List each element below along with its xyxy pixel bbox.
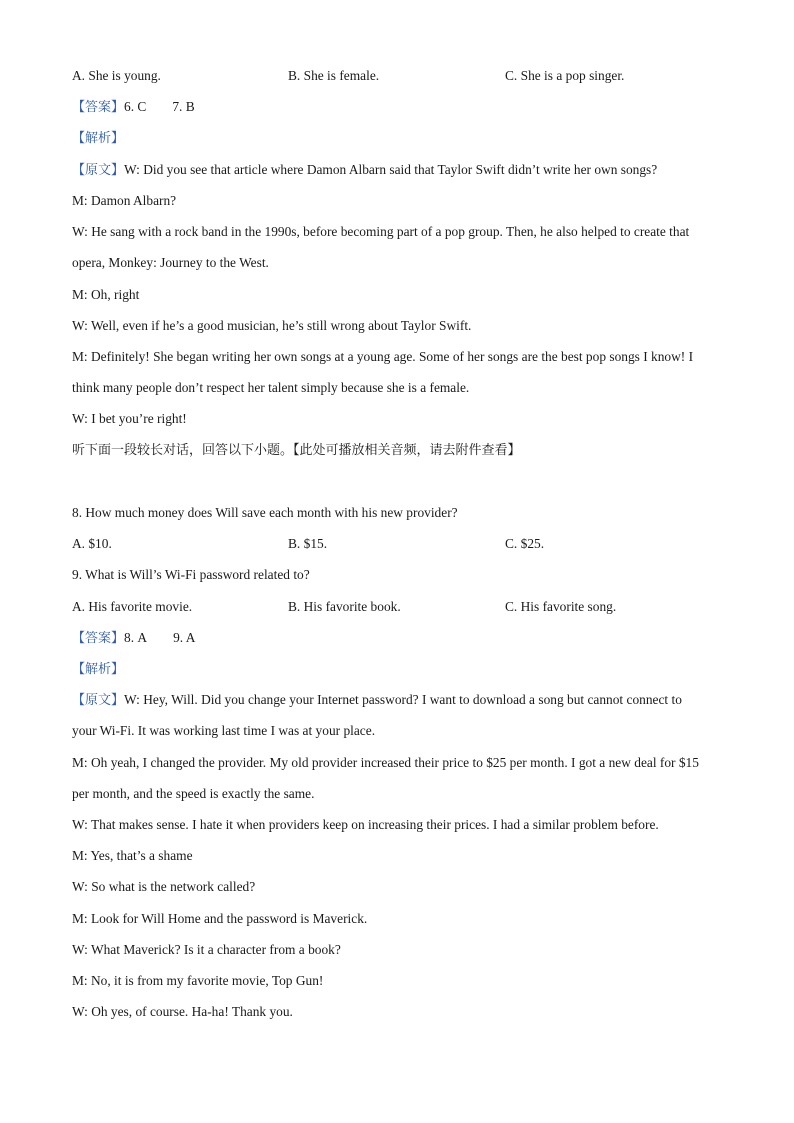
q8-option-a: A. $10. bbox=[72, 536, 112, 551]
answer-tag: 【答案】 bbox=[72, 631, 125, 646]
transcript-line: M: Yes, that’s a shame bbox=[72, 848, 193, 863]
answer-value: 8. A bbox=[124, 630, 148, 645]
transcript-tag: 【原文】 bbox=[72, 693, 125, 708]
q7-option-c: C. She is a pop singer. bbox=[505, 68, 625, 83]
transcript-line: W: So what is the network called? bbox=[72, 879, 256, 894]
transcript-line: M: Damon Albarn? bbox=[72, 193, 177, 208]
answer-row-2 bbox=[72, 629, 734, 648]
transcript-text: W: Hey, Will. Did you change your Internet password? I want to download a song but cannot connect to bbox=[124, 692, 682, 707]
q9-option-c: C. His favorite song. bbox=[505, 599, 617, 614]
question-8: 8. How much money does Will save each month with his new provider? bbox=[72, 505, 458, 520]
listening-instruction: 听下面一段较长对话，回答以下小题。【此处可播放相关音频，请去附件查看】 bbox=[72, 443, 521, 458]
answer-row-1 bbox=[72, 98, 734, 117]
transcript-line: opera, Monkey: Journey to the West. bbox=[72, 255, 269, 270]
q7-option-b: B. She is female. bbox=[288, 68, 380, 83]
q9-option-b: B. His favorite book. bbox=[288, 599, 401, 614]
answer-value: 9. A bbox=[173, 630, 196, 645]
q8-option-b: B. $15. bbox=[288, 536, 328, 551]
transcript-tag: 【原文】 bbox=[72, 163, 125, 178]
answer-value: 6. C bbox=[124, 99, 147, 114]
analysis-row-1 bbox=[72, 129, 734, 148]
transcript-text: W: Did you see that article where Damon Albarn said that Taylor Swift didn’t write her own songs? bbox=[124, 162, 658, 177]
answer-value: 7. B bbox=[172, 99, 195, 114]
analysis-tag: 【解析】 bbox=[72, 131, 125, 146]
q8-option-c: C. $25. bbox=[505, 536, 545, 551]
transcript-line: M: Definitely! She began writing her own songs at a young age. Some of her songs are the best pop songs I know! I bbox=[72, 349, 694, 364]
transcript-line: W: Well, even if he’s a good musician, he’s still wrong about Taylor Swift. bbox=[72, 318, 472, 333]
transcript-line: think many people don’t respect her talent simply because she is a female. bbox=[72, 380, 470, 395]
q9-option-a: A. His favorite movie. bbox=[72, 599, 193, 614]
analysis-tag: 【解析】 bbox=[72, 662, 125, 677]
transcript-line bbox=[72, 691, 734, 710]
transcript-line: M: No, it is from my favorite movie, Top Gun! bbox=[72, 973, 324, 988]
analysis-row-2 bbox=[72, 660, 734, 679]
transcript-line: M: Oh, right bbox=[72, 287, 140, 302]
answer-tag: 【答案】 bbox=[72, 100, 125, 115]
transcript-line: W: What Maverick? Is it a character from a book? bbox=[72, 942, 341, 957]
transcript-line: per month, and the speed is exactly the same. bbox=[72, 786, 315, 801]
q7-option-a: A. She is young. bbox=[72, 68, 161, 83]
transcript-line bbox=[72, 161, 734, 180]
transcript-line: M: Oh yeah, I changed the provider. My old provider increased their price to $25 per month. I got a new deal for $15 bbox=[72, 755, 699, 770]
question-9: 9. What is Will’s Wi-Fi password related to? bbox=[72, 567, 310, 582]
transcript-line: W: Oh yes, of course. Ha-ha! Thank you. bbox=[72, 1004, 293, 1019]
transcript-line: W: I bet you’re right! bbox=[72, 411, 187, 426]
transcript-line: W: He sang with a rock band in the 1990s, before becoming part of a pop group. Then, he also helped to create that bbox=[72, 224, 690, 239]
transcript-line: your Wi-Fi. It was working last time I was at your place. bbox=[72, 723, 376, 738]
transcript-line: M: Look for Will Home and the password is Maverick. bbox=[72, 911, 368, 926]
transcript-line: W: That makes sense. I hate it when providers keep on increasing their prices. I had a similar problem before. bbox=[72, 817, 659, 832]
